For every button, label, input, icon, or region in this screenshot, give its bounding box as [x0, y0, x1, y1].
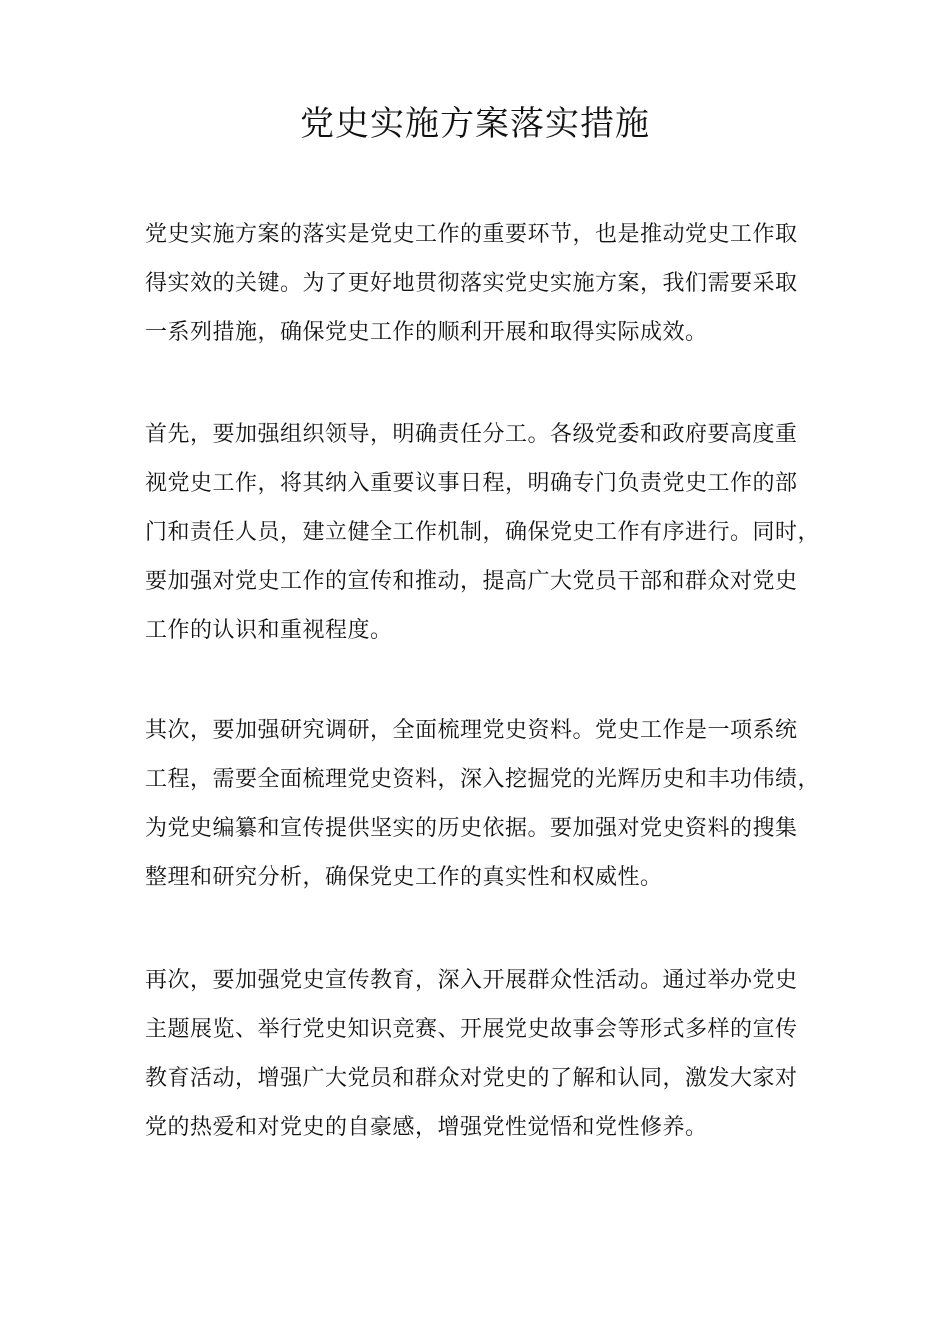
paragraph-line: 其次，要加强研究调研，全面梳理党史资料。党史工作是一项系统 [145, 718, 798, 743]
paragraph-line: 再次，要加强党史宣传教育，深入开展群众性活动。通过举办党史 [145, 968, 798, 993]
paragraph-line: 整理和研究分析，确保党史工作的真实性和权威性。 [145, 865, 663, 890]
paragraph-intro [145, 210, 845, 357]
paragraph-line: 工程，需要全面梳理党史资料，深入挖掘党的光辉历史和丰功伟绩， [145, 767, 821, 792]
paragraph-third [145, 956, 845, 1152]
document-title: 党史实施方案落实措施 [300, 104, 650, 144]
paragraph-line: 为党史编纂和宣传提供坚实的历史依据。要加强对党史资料的搜集 [145, 816, 798, 841]
paragraph-second [145, 706, 845, 902]
paragraph-line: 要加强对党史工作的宣传和推动，提高广大党员干部和群众对党史 [145, 569, 798, 594]
paragraph-line: 党史实施方案的落实是党史工作的重要环节，也是推动党史工作取 [145, 222, 798, 247]
paragraph-line: 视党史工作，将其纳入重要议事日程，明确专门负责党史工作的部 [145, 471, 798, 496]
paragraph-line: 门和责任人员，建立健全工作机制，确保党史工作有序进行。同时， [145, 520, 821, 545]
paragraph-line: 主题展览、举行党史知识竞赛、开展党史故事会等形式多样的宣传 [145, 1017, 798, 1042]
paragraph-line: 工作的认识和重视程度。 [145, 618, 393, 643]
paragraph-line: 一系列措施，确保党史工作的顺利开展和取得实际成效。 [145, 320, 708, 345]
paragraph-line: 首先，要加强组织领导，明确责任分工。各级党委和政府要高度重 [145, 422, 798, 447]
paragraph-line: 党的热爱和对党史的自豪感，增强党性觉悟和党性修养。 [145, 1115, 708, 1140]
paragraph-line: 得实效的关键。为了更好地贯彻落实党史实施方案，我们需要采取 [145, 271, 798, 296]
paragraph-first [145, 410, 845, 655]
paragraph-line: 教育活动，增强广大党员和群众对党史的了解和认同，激发大家对 [145, 1066, 798, 1091]
